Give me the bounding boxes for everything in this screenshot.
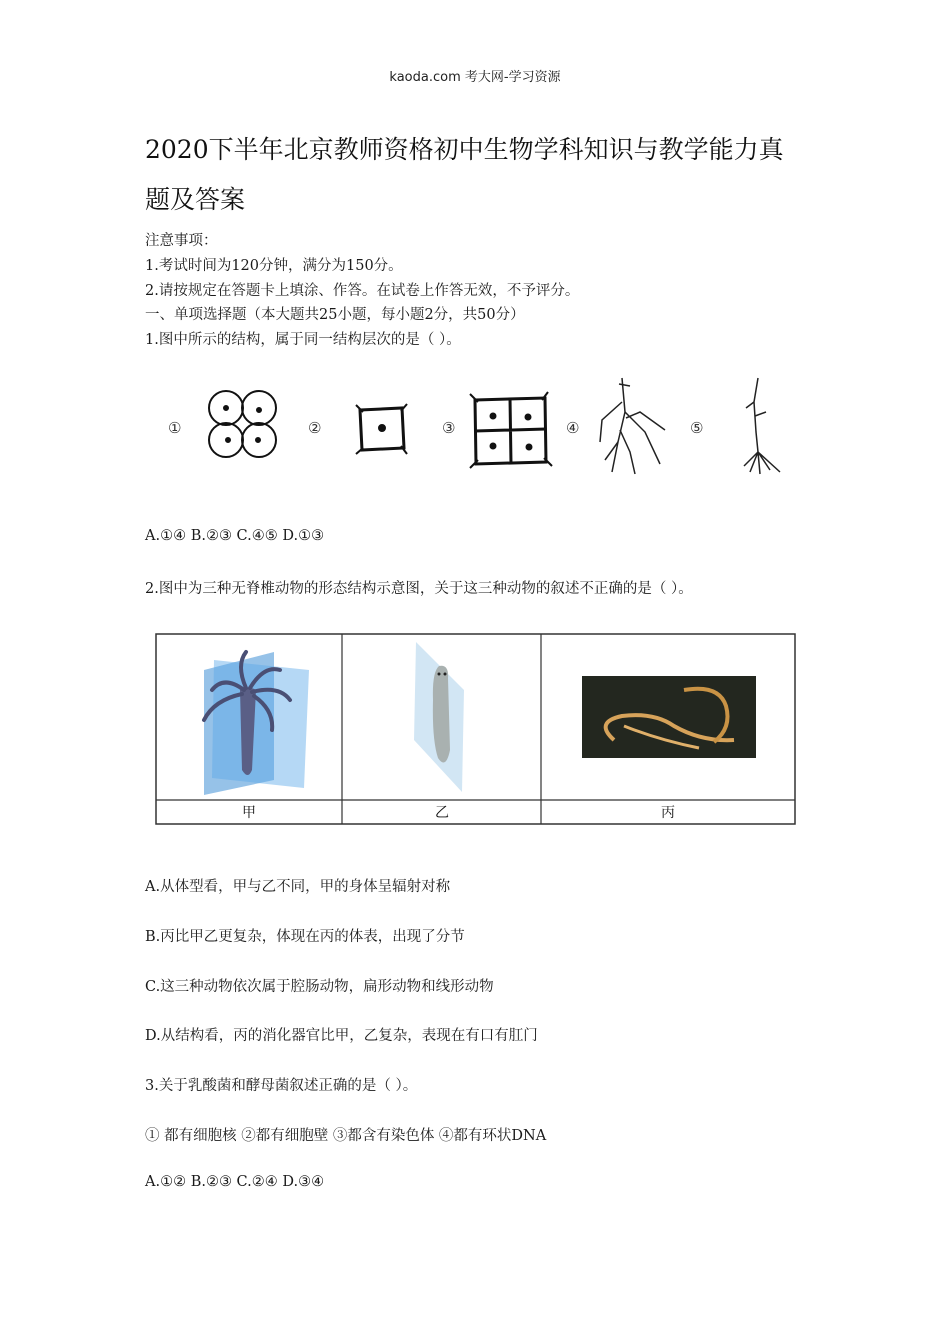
question-2-figure xyxy=(154,630,798,830)
question-3-statements: ① 都有细胞核 ②都有细胞壁 ③都含有染色体 ④都有环状DNA xyxy=(145,1128,547,1144)
question-3-stem: 3.关于乳酸菌和酵母菌叙述正确的是（ ）。 xyxy=(145,1078,418,1094)
notice-item-1: 1.考试时间为120分钟，满分为150分。 xyxy=(145,258,403,274)
question-2-stem: 2.图中为三种无脊椎动物的形态结构示意图，关于这三种动物的叙述不正确的是（ ）。 xyxy=(145,581,693,597)
hydra-illustration xyxy=(204,652,309,795)
figure-label-3: ③ xyxy=(442,419,456,437)
question-2-option-c: C.这三种动物依次属于腔肠动物，扁形动物和线形动物 xyxy=(145,979,494,995)
figure-label-jia: 甲 xyxy=(242,805,256,821)
single-cell-drawing xyxy=(356,404,407,454)
question-1-figure xyxy=(160,372,810,482)
figure-label-5: ⑤ xyxy=(690,419,704,437)
question-3-options: A.①② B.②③ C.②④ D.③④ xyxy=(145,1174,325,1190)
section-heading: 一、单项选择题（本大题共25小题，每小题2分，共50分） xyxy=(145,307,525,323)
figure-label-1: ① xyxy=(168,419,182,437)
question-1-options: A.①④ B.②③ C.④⑤ D.①③ xyxy=(145,528,325,544)
figure-label-4: ④ xyxy=(566,419,580,437)
document-title-line-2: 题及答案 xyxy=(145,185,246,214)
cell-tissue-drawing xyxy=(470,392,552,468)
figure-label-yi: 乙 xyxy=(435,805,449,821)
question-2-option-a: A.从体型看，甲与乙不同，甲的身体呈辐射对称 xyxy=(145,879,451,895)
question-2-option-b: B.丙比甲乙更复杂，体现在丙的体表，出现了分节 xyxy=(145,929,465,945)
notice-item-2: 2.请按规定在答题卡上填涂、作答。在试卷上作答无效，不予评分。 xyxy=(145,283,580,299)
notice-heading: 注意事项： xyxy=(145,233,218,249)
question-2-option-d: D.从结构看，丙的消化器官比甲，乙复杂，表现在有口有肛门 xyxy=(145,1028,538,1044)
figure-label-2: ② xyxy=(308,419,322,437)
question-1-stem: 1.图中所示的结构，属于同一结构层次的是（ ）。 xyxy=(145,332,461,348)
site-header: kaoda.com 考大网-学习资源 xyxy=(389,70,561,85)
figure-label-bing: 丙 xyxy=(661,805,675,821)
roundworm-photo xyxy=(582,676,756,758)
four-cells-drawing xyxy=(209,391,276,457)
root-system-drawing xyxy=(600,378,665,474)
document-title-line-1: 2020下半年北京教师资格初中生物学科知识与教学能力真 xyxy=(145,135,784,164)
plant-drawing xyxy=(744,378,780,474)
